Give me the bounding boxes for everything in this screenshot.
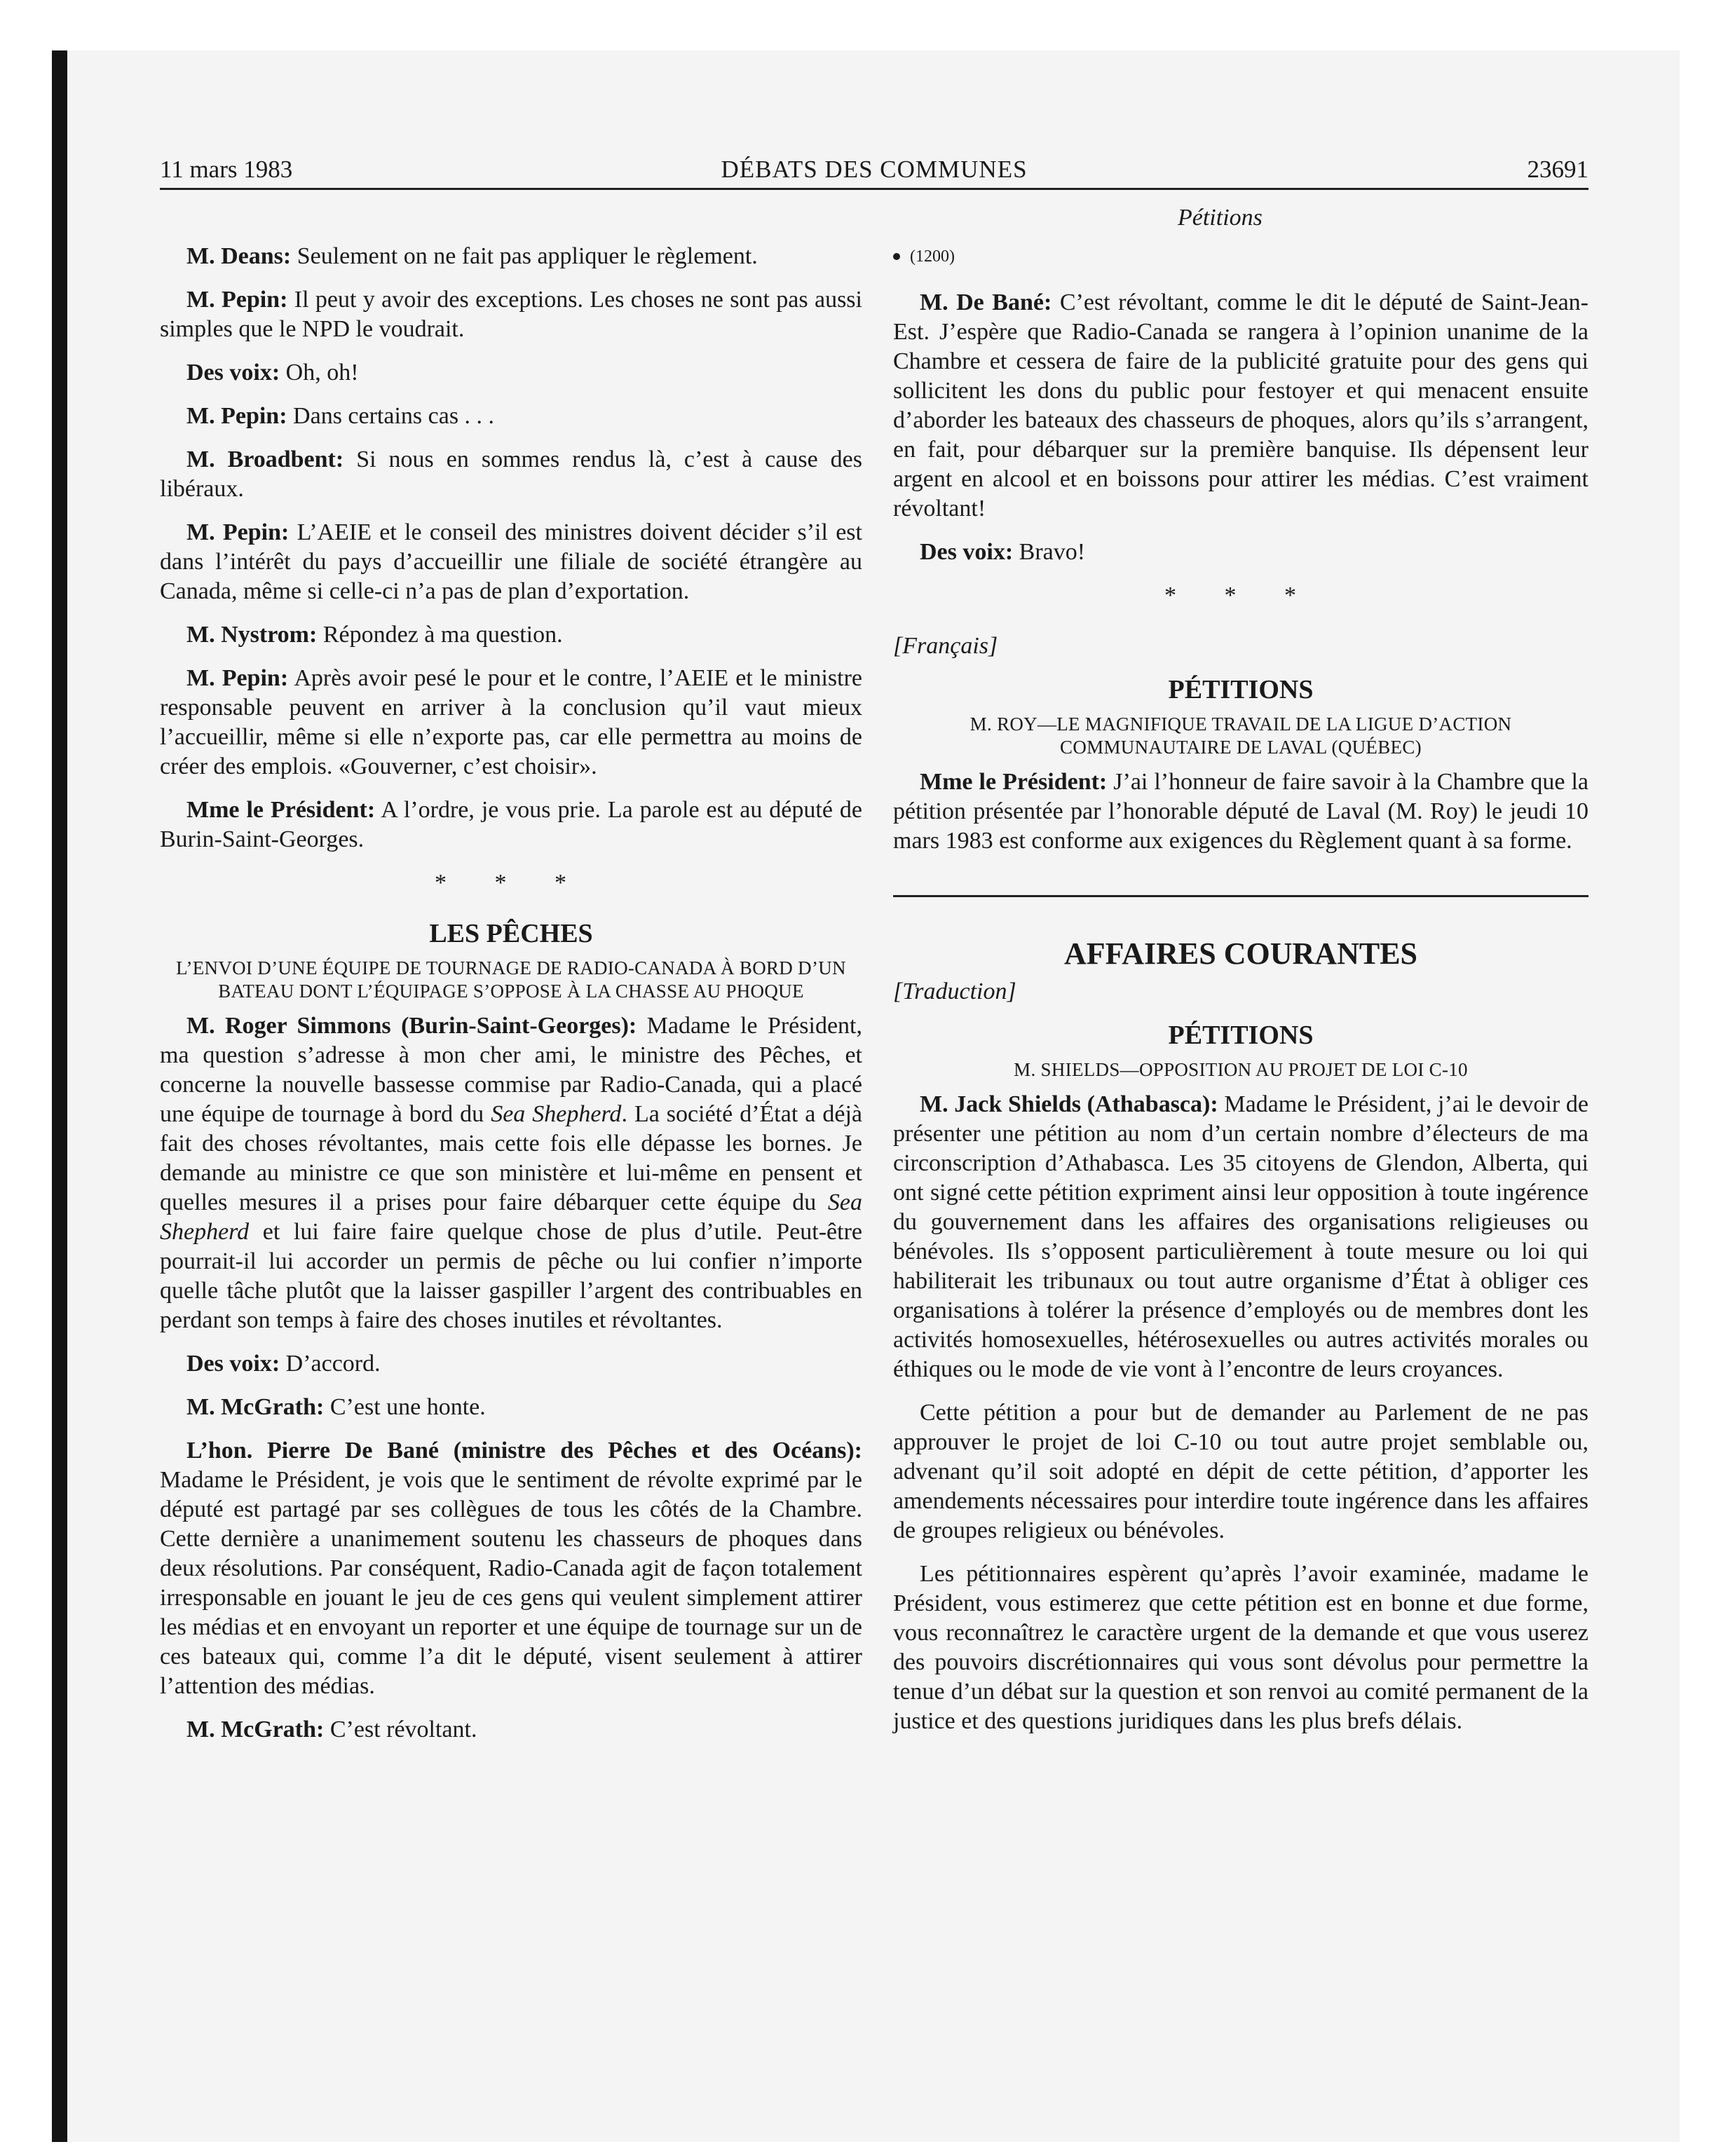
speaker: M. Pepin:: [186, 403, 287, 429]
section-heading: PÉTITIONS: [1168, 1021, 1314, 1050]
ship-name: Sea Shepherd: [160, 1189, 862, 1245]
paragraph: [160, 664, 862, 782]
speech: J’ai l’honneur de faire savoir à la Chambre que la pétition présentée par l’honorable député de Laval (M. Roy) le jeudi 10 mars 1983 est conforme aux exigences du Règlement quant à sa forme.: [893, 769, 1588, 854]
speaker: Des voix:: [186, 360, 280, 386]
section-subheading: M. SHIELDS—OPPOSITION AU PROJET DE LOI C-10: [1014, 1059, 1468, 1080]
speech: . La société d’État a déjà fait des choses révoltantes, mais cette fois elle dépasse les bornes. Je demande au ministre ce que son ministère et lui-même en pensent et quelles mesures il a prises pour faire débarquer cette équipe du: [160, 1101, 862, 1215]
speaker: L’hon. Pierre De Bané (ministre des Pêches et des Océans):: [186, 1438, 862, 1464]
speech: Répondez à ma question.: [317, 622, 563, 648]
speech: Si nous en sommes rendus là, c’est à cause des libéraux.: [160, 446, 862, 502]
speaker: M. Nystrom:: [186, 622, 318, 648]
speech: Dans certains cas . . .: [287, 403, 495, 429]
section-separator: * * *: [435, 870, 587, 896]
speech: et lui faire faire quelque chose de plus d’utile. Peut-être pourrait-il lui accorder un permis de pêche ou lui confier n’importe quelle tâche plutôt que la laisser gaspiller l’argent des contribuables en perdant son temps à faire des choses inutiles et révoltantes.: [160, 1219, 862, 1333]
speech: Oh, oh!: [280, 360, 359, 386]
speech: D’accord.: [280, 1351, 381, 1377]
left-column: [160, 242, 862, 1759]
speaker: M. Deans:: [186, 243, 292, 269]
speaker: M. Pepin:: [186, 665, 289, 691]
major-heading: AFFAIRES COURANTES: [1063, 936, 1418, 971]
speaker: M. De Bané:: [920, 289, 1052, 315]
paragraph: [160, 1011, 862, 1335]
paragraph: [893, 538, 1588, 567]
paragraph: [893, 288, 1588, 524]
speaker: M. Jack Shields (Athabasca):: [920, 1091, 1218, 1117]
speech: Madame le Président, je vois que le sentiment de révolte exprimé par le député est partagé par ses collègues de tous les côtés de la Chambre. Cette dernière a unanimement soutenu les chasseurs de phoques dans deux résolutions. Par conséquent, Radio-Canada agit de façon totalement irresponsable en jouant le jeu de ces gens qui veulent simplement attirer les médias et en envoyant un reporter et une équipe de tournage sur un de ces bateaux qui, comme l’a dit le député, visent seulement à attirer l’attention des médias.: [160, 1467, 862, 1699]
speech: Seulement on ne fait pas appliquer le règlement.: [291, 243, 758, 269]
header-date: 11 mars 1983: [160, 156, 293, 183]
paragraph: [893, 767, 1588, 856]
paragraph: [160, 1349, 862, 1379]
paragraph: [160, 1393, 862, 1422]
speaker: M. McGrath:: [186, 1394, 325, 1420]
paragraph: [160, 620, 862, 650]
paragraph: [160, 358, 862, 388]
paragraph: [160, 1436, 862, 1701]
header-page-number: 23691: [1527, 156, 1588, 183]
speech: Madame le Président, ma question s’adresse à mon cher ami, le ministre des Pêches, et concerne la nouvelle bassesse commise par Radio-Canada, qui a placé une équipe de tournage à bord du: [160, 1013, 862, 1127]
speaker: M. Roger Simmons (Burin-Saint-Georges):: [186, 1013, 637, 1039]
paragraph: [160, 445, 862, 504]
paragraph: [160, 518, 862, 606]
speech: C’est révoltant, comme le dit le député de Saint-Jean-Est. J’espère que Radio-Canada se rangera à l’opinion unanime de la Chambre et cessera de faire de la publicité gratuite pour des gens qui sollicitent les dons du public pour festoyer et qui menacent ensuite d’aborder les bateaux des chasseurs de phoques, alors qu’ils s’arrangent, en fait, pour débarquer sur la première banquise. Ils dépensent leur argent en alcool et en boissons pour attirer les médias. C’est vraiment révoltant!: [893, 289, 1588, 521]
scan-edge: [52, 50, 67, 2142]
paragraph: Cette pétition a pour but de demander au Parlement de ne pas approuver le projet de loi C-10 ou tout autre projet semblable ou, advenant qu’il soit adopté en dépit de cette pétition, d’apporter les amendements nécessaires pour interdire toute ingérence dans les affaires de groupes religieux ou bénévoles.: [893, 1400, 1588, 1543]
speech: Il peut y avoir des exceptions. Les choses ne sont pas aussi simples que le NPD le voudrait.: [160, 287, 862, 342]
page-header: [160, 153, 1588, 190]
time-text: (1200): [910, 247, 955, 266]
paragraph: [160, 285, 862, 344]
speaker: M. Pepin:: [186, 287, 288, 313]
paragraph: [160, 1715, 862, 1745]
section-subheading: M. ROY—LE MAGNIFIQUE TRAVAIL DE LA LIGUE D’ACTION COMMUNAUTAIRE DE LAVAL (QUÉBEC): [969, 714, 1512, 758]
speaker: Mme le Président:: [920, 769, 1108, 795]
language-tag: [Français]: [893, 633, 998, 659]
speech: L’AEIE et le conseil des ministres doivent décider s’il est dans l’intérêt du pays d’accueillir une filiale de société étrangère au Canada, même si celle-ci n’a pas de plan d’exportation.: [160, 519, 862, 604]
paragraph: [893, 1090, 1588, 1384]
ship-name: Sea Shepherd: [491, 1101, 622, 1127]
speech: C’est révoltant.: [324, 1717, 477, 1742]
section-separator: * * *: [1164, 582, 1317, 608]
language-tag: [Traduction]: [893, 978, 1016, 1004]
speaker: M. McGrath:: [186, 1717, 325, 1742]
speech: Madame le Président, j’ai le devoir de présenter une pétition au nom d’un certain nombre d’électeurs de ma circonscription d’Athabasca. Les 35 citoyens de Glendon, Alberta, qui ont signé cette pétition expriment ainsi leur opposition à toute ingérence du gouvernement dans les affaires des organisations religieuses ou bénévoles. Ils s’opposent particulièrement à toute mesure ou loi qui habiliterait les tribunaux ou tout autre organisme d’État à obliger ces organisations à tolérer la présence d’employés ou de membres dont les activités homosexuelles, hétérosexuelles ou autres activités morales ou éthiques ou le mode de vie vont à l’encontre de leurs croyances.: [893, 1091, 1588, 1382]
speech: Après avoir pesé le pour et le contre, l’AEIE et le ministre responsable peuvent en arriver à la conclusion qu’il vaut mieux l’accueillir, même si elle n’exporte pas, car elle permettra au moins de créer des emplois. «Gouverner, c’est choisir».: [160, 665, 862, 779]
paragraph: [160, 242, 862, 271]
time-marker: [893, 242, 1588, 271]
speaker: M. Broadbent:: [186, 446, 344, 472]
paragraph: Les pétitionnaires espèrent qu’après l’avoir examinée, madame le Président, vous estimerez que cette pétition est en bonne et due forme, vous reconnaîtrez le caractère urgent de la demande et que vous userez des pouvoirs discrétionnaires qui vous sont dévolus pour permettre la tenue d’un débat sur la question et son renvoi au comité permanent de la justice et des questions juridiques dans les plus brefs délais.: [893, 1561, 1588, 1734]
speech: A l’ordre, je vous prie. La parole est au député de Burin-Saint-Georges.: [160, 797, 862, 852]
speaker: M. Pepin:: [186, 519, 290, 545]
speaker: Des voix:: [920, 539, 1014, 565]
section-label: Pétitions: [1178, 205, 1263, 231]
speech: C’est une honte.: [324, 1394, 486, 1420]
speech: Bravo!: [1013, 539, 1086, 565]
section-heading: LES PÊCHES: [429, 919, 593, 948]
speaker: Mme le Président:: [186, 797, 376, 823]
bullet-icon: [893, 253, 900, 260]
right-column: [893, 242, 1588, 1750]
divider: [893, 895, 1588, 897]
section-heading: PÉTITIONS: [1168, 675, 1314, 704]
paragraph: [160, 796, 862, 854]
section-subheading: L’ENVOI D’UNE ÉQUIPE DE TOURNAGE DE RADIO-CANADA À BORD D’UN BATEAU DONT L’ÉQUIPAGE S’OPPOSE À LA CHASSE AU PHOQUE: [176, 957, 846, 1002]
header-title: DÉBATS DES COMMUNES: [721, 156, 1028, 183]
paragraph: [160, 402, 862, 431]
speaker: Des voix:: [186, 1351, 280, 1377]
